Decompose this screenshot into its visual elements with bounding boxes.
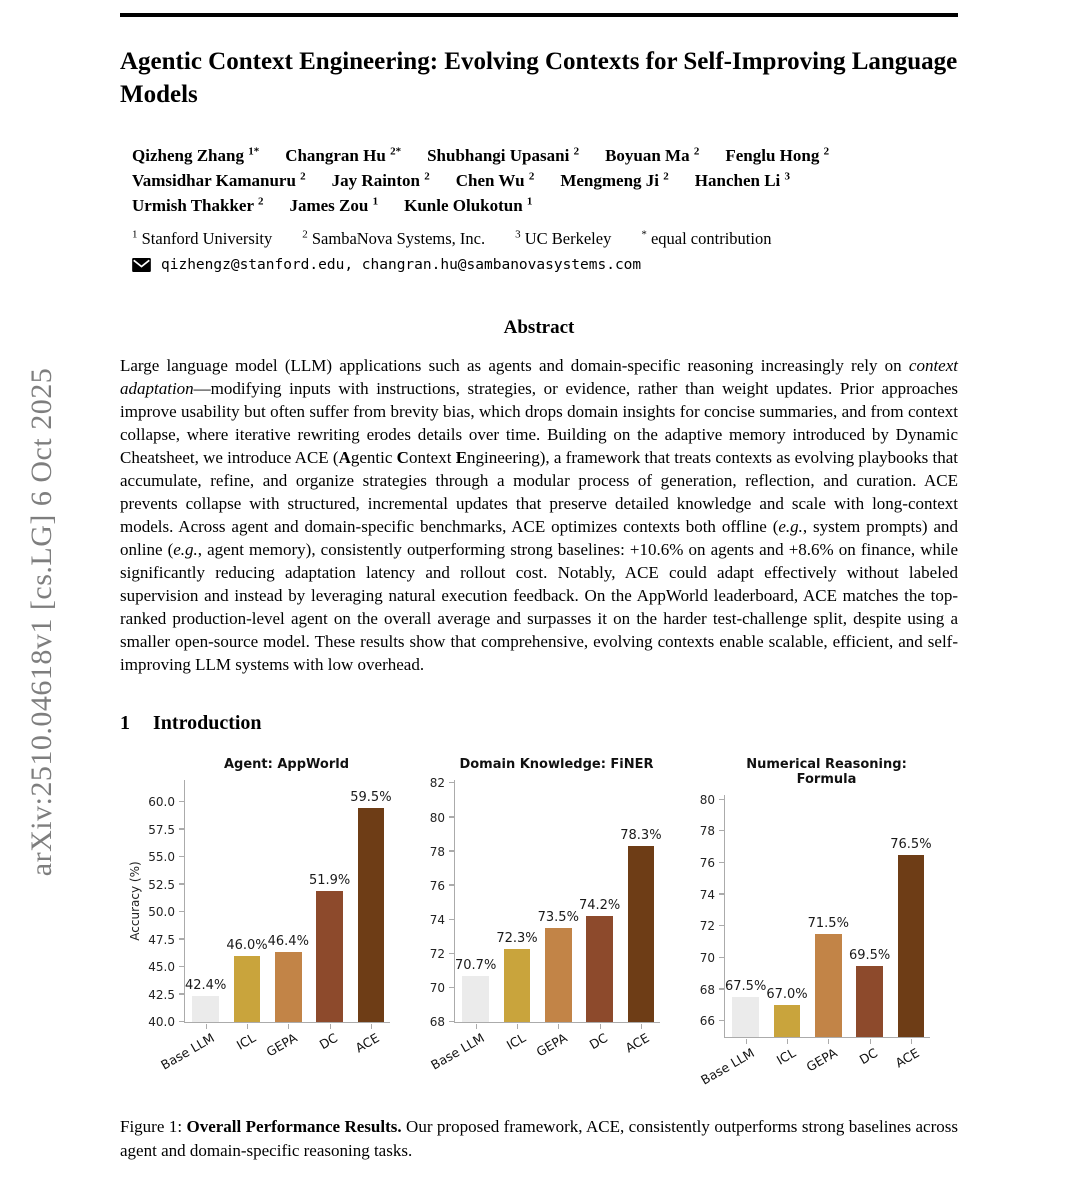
author-affil-mark: 2 — [300, 170, 306, 183]
top-rule — [120, 13, 958, 17]
x-tick-label: ICL — [503, 1030, 529, 1053]
y-tick-label: 57.5 — [148, 822, 175, 837]
bar-gepa — [815, 934, 841, 1037]
text-run: , agent memory), consistently outperforming strong baselines: +10.6% on agents and +8.6% on finance, while significantly reducing adaptation latency and rollout cost. Notably, ACE could adapt effectively without labeled supervision and instead by leveraging natural execution feedback. On the AppWorld leaderboard, ACE matches the top-ranked production-level agent on the overall average and surpasses it on the harder test-challenge split, despite using a smaller open-source model. These results show that comprehensive, evolving contexts enable scalable, efficient, and self-improving LLM systems with low overhead. — [120, 540, 958, 674]
text-run: Figure 1: — [120, 1117, 187, 1136]
author-name: Vamsidhar Kamanuru $^2$ — [132, 170, 306, 190]
author-row — [132, 168, 958, 193]
x-label-cell — [428, 1028, 495, 1078]
bar-value-label: 72.3% — [496, 930, 538, 946]
figure-caption — [120, 1115, 958, 1163]
bar-slot-icl — [226, 780, 267, 1022]
y-tick-label: 55.0 — [148, 850, 175, 864]
x-tick-label: ACE — [352, 1030, 382, 1056]
y-tick-label: 52.5 — [148, 877, 175, 892]
author-affil-mark: 2 — [823, 145, 830, 158]
author-affil-mark: 3 — [784, 170, 791, 183]
y-tick-label: 74 — [699, 887, 715, 902]
bar-value-label: 74.2% — [578, 898, 621, 914]
author-name: Jay Rainton $^2$ — [331, 170, 430, 190]
chart-panel-2 — [414, 757, 660, 1093]
y-axis — [684, 792, 724, 1037]
author-affil-mark: 2 — [528, 170, 535, 183]
affiliation-item: * equal contribution — [641, 228, 772, 248]
chart-body — [684, 792, 932, 1037]
bar-dc — [586, 916, 612, 1022]
x-label-cell — [225, 1028, 266, 1078]
author-list — [132, 143, 958, 218]
author-name: Boyuan Ma $^2$ — [605, 145, 700, 165]
bar-slot-gepa — [538, 780, 579, 1022]
bar-gepa — [275, 952, 301, 1022]
text-run: Our proposed framework, ACE, consistently outperforms strong baselines across agent and domain-specific reasoning tasks. — [120, 1117, 958, 1160]
text-run: gentic — [350, 448, 397, 467]
bar-value-label: 51.9% — [308, 873, 351, 889]
author-name: Hanchen Li $^3$ — [694, 170, 791, 190]
y-tick-label: 82 — [429, 776, 445, 791]
abstract-text — [120, 354, 958, 676]
author-name: James Zou $^1$ — [289, 195, 379, 215]
bar-slot-icl — [496, 780, 537, 1022]
y-tick-label: 68 — [429, 1015, 445, 1029]
x-tick-label: Base LLM — [158, 1030, 218, 1073]
author-name: Qizheng Zhang $^{1*}$ — [132, 145, 260, 165]
text-run: context adaptation — [120, 356, 958, 398]
text-run: Large language model (LLM) applications such as agents and domain-specific reasoning increasingly rely on — [120, 356, 909, 375]
y-tick-label: 42.5 — [148, 987, 175, 1002]
y-tick-label: 45.0 — [148, 960, 175, 974]
affiliation-mark: 1 — [132, 228, 138, 241]
y-tick-label: 60.0 — [148, 795, 175, 809]
x-axis-labels — [158, 1028, 389, 1078]
x-label-cell — [307, 1028, 348, 1078]
abstract-heading: Abstract — [503, 317, 575, 338]
x-tick-label: Base LLM — [428, 1030, 488, 1073]
bar-value-label: 46.0% — [226, 938, 268, 953]
y-tick-label: 80 — [429, 810, 445, 825]
y-tick-label: 50.0 — [148, 905, 175, 919]
text-run: C — [396, 448, 409, 467]
bar-value-label: 46.4% — [267, 933, 309, 949]
bar-value-label: 42.4% — [185, 977, 227, 993]
bar-icl — [504, 949, 530, 1022]
arxiv-sidebar-stamp: arXiv:2510.04618v1 [cs.LG] 6 Oct 2025 — [25, 367, 58, 877]
text-run: ngineering), a framework that treats contexts as evolving playbooks that accumulate, refine, and organize strategies through a modular process of generation, reflection, and curation. ACE prevents collapse with structured, incremental updates that preserve detailed knowledge and scale with long-context models. Across agent and domain-specific benchmarks, ACE optimizes contexts both offline ( — [120, 448, 958, 536]
y-axis — [144, 780, 184, 1029]
bar-base-llm — [462, 976, 488, 1022]
bar-slot-ace — [890, 795, 931, 1037]
y-axis — [414, 776, 454, 1029]
chart-panel-1 — [126, 757, 390, 1093]
author-name: Shubhangi Upasani $^2$ — [427, 145, 580, 165]
bar-icl — [234, 956, 260, 1022]
x-tick-label: Base LLM — [698, 1045, 758, 1088]
x-axis-labels — [428, 1028, 659, 1078]
y-tick-label: 80 — [699, 792, 715, 807]
bar-value-label: 59.5% — [350, 789, 392, 805]
bar-slot-dc — [579, 780, 620, 1022]
text-run: ontext — [408, 448, 456, 467]
text-run: —modifying inputs with instructions, strategies, or evidence, rather than weight updates. Prior approaches improve usability but often suffer from brevity bias, which drops domain insights for concise summaries, and from context collapse, where iterative rewriting erodes details over time. Building on the adaptive memory introduced by Dynamic Cheatsheet, we introduce ACE ( — [120, 379, 958, 467]
x-label-cell — [847, 1043, 888, 1093]
paper-title: Agentic Context Engineering: Evolving Contexts for Self-Improving Language Models — [120, 48, 958, 108]
text-run: A — [338, 448, 351, 467]
y-tick-label: 66 — [699, 1014, 715, 1029]
envelope-icon — [132, 258, 151, 272]
x-tick-label: GEPA — [533, 1030, 570, 1060]
section-heading — [120, 712, 958, 735]
y-tick-label: 70 — [429, 980, 445, 995]
bar-slot-dc — [309, 780, 350, 1022]
author-affil-mark: 2 — [693, 145, 700, 158]
bar-icl — [774, 1005, 800, 1037]
author-affil-mark: 2 — [573, 145, 580, 158]
author-affil-mark: 2 — [663, 170, 669, 183]
bar-base-llm — [732, 997, 758, 1037]
y-axis-label: Accuracy (%) — [128, 861, 142, 941]
bar-slot-base-llm — [455, 780, 496, 1022]
author-name: Kunle Olukotun $^1$ — [404, 195, 533, 215]
bar-value-label: 69.5% — [848, 947, 891, 963]
y-tick-label: 76 — [699, 856, 715, 871]
bar-slot-ace — [350, 780, 391, 1022]
bar-dc — [856, 966, 882, 1037]
text-run: e.g. — [778, 517, 803, 536]
chart-body — [126, 780, 392, 1029]
bar-value-label: 67.0% — [766, 987, 808, 1003]
bar-ace — [358, 808, 384, 1023]
y-tick-label: 78 — [429, 844, 445, 859]
x-label-cell — [698, 1043, 765, 1093]
affiliation-mark: 2 — [302, 228, 308, 241]
plot-area — [724, 795, 930, 1038]
x-tick-label: DC — [586, 1030, 611, 1053]
bar-value-label: 78.3% — [620, 828, 662, 844]
y-axis-label-column — [126, 780, 144, 1022]
author-affil-mark: 1 — [372, 195, 379, 208]
y-tick-label: 70 — [699, 950, 715, 965]
plot-area — [184, 780, 390, 1023]
author-name: Fenglu Hong $^2$ — [725, 145, 830, 165]
affiliation-list — [132, 229, 958, 249]
author-row — [132, 143, 958, 168]
author-name: Mengmeng Ji $^2$ — [560, 170, 669, 190]
y-tick-label: 47.5 — [148, 932, 175, 947]
plot-area — [454, 780, 660, 1023]
text-run: E — [455, 448, 468, 467]
chart-title: Numerical Reasoning: Formula — [746, 757, 907, 787]
author-affil-mark: 2* — [390, 145, 402, 158]
x-label-cell — [618, 1028, 659, 1078]
y-tick-label: 78 — [699, 824, 715, 839]
bar-value-label: 71.5% — [807, 916, 849, 932]
section-number: 1 — [120, 712, 130, 734]
bar-slot-base-llm — [725, 795, 766, 1037]
x-tick-label: DC — [316, 1030, 341, 1053]
x-tick-label: DC — [856, 1045, 881, 1068]
author-affil-mark: 1 — [526, 195, 533, 208]
y-tick-label: 72 — [699, 919, 715, 934]
x-label-cell — [263, 1028, 307, 1078]
chart-body — [414, 776, 662, 1029]
affiliation-mark: * — [641, 228, 647, 241]
bar-base-llm — [192, 996, 218, 1022]
text-run: e.g. — [173, 540, 198, 559]
bar-ace — [898, 855, 924, 1037]
x-tick-label: ACE — [892, 1045, 922, 1071]
bar-value-label: 70.7% — [455, 958, 497, 973]
x-tick-label: GEPA — [263, 1030, 300, 1060]
bar-slot-base-llm — [185, 780, 226, 1022]
author-name: Chen Wu $^2$ — [455, 170, 535, 190]
bar-gepa — [545, 928, 571, 1022]
author-affil-mark: 2 — [257, 195, 264, 208]
x-tick-label: GEPA — [803, 1045, 840, 1075]
section-title: Introduction — [153, 712, 262, 734]
chart-title: Domain Knowledge: FiNER — [459, 757, 654, 772]
paper-page — [120, 0, 958, 1180]
x-tick-label: ACE — [622, 1030, 652, 1056]
affiliation-item: $^3$ UC Berkeley — [515, 228, 612, 248]
figure-charts — [126, 757, 958, 1093]
x-label-cell — [765, 1043, 806, 1093]
y-tick-label: 76 — [429, 878, 445, 893]
email-row — [132, 257, 958, 273]
bar-ace — [628, 846, 654, 1022]
affiliation-item: $^2$ SambaNova Systems, Inc. — [302, 228, 486, 248]
y-tick-label: 72 — [429, 946, 445, 961]
bar-slot-gepa — [808, 795, 849, 1037]
affiliation-item: $^1$ Stanford University — [132, 228, 273, 248]
x-tick-label: ICL — [233, 1030, 259, 1053]
author-name: Changran Hu $^{2*}$ — [285, 145, 402, 165]
x-label-cell — [888, 1043, 929, 1093]
x-label-cell — [533, 1028, 577, 1078]
x-label-cell — [348, 1028, 389, 1078]
bar-value-label: 73.5% — [537, 910, 579, 926]
bar-slot-gepa — [268, 780, 309, 1022]
chart-panel-3 — [684, 757, 930, 1093]
y-tick-label: 40.0 — [148, 1015, 175, 1029]
bar-slot-dc — [849, 795, 890, 1037]
author-row — [132, 193, 958, 218]
text-run: , system prompts) and online ( — [120, 517, 958, 559]
x-label-cell — [158, 1028, 225, 1078]
bar-dc — [316, 891, 342, 1022]
x-label-cell — [577, 1028, 618, 1078]
bar-slot-ace — [620, 780, 661, 1022]
y-tick-label: 68 — [699, 982, 715, 997]
x-label-cell — [495, 1028, 536, 1078]
bar-value-label: 67.5% — [725, 979, 767, 995]
x-label-cell — [803, 1043, 847, 1093]
x-tick-label: ICL — [773, 1045, 799, 1068]
chart-title: Agent: AppWorld — [223, 757, 350, 772]
author-emails: qizhengz@stanford.edu, changran.hu@sambanovasystems.com — [161, 257, 642, 273]
x-axis-labels — [698, 1043, 929, 1093]
author-affil-mark: 1* — [248, 145, 260, 158]
text-run: Overall Performance Results. — [186, 1117, 402, 1136]
author-name: Urmish Thakker $^2$ — [132, 195, 264, 215]
affiliation-mark: 3 — [515, 228, 521, 241]
bar-value-label: 76.5% — [890, 837, 932, 853]
bar-slot-icl — [766, 795, 807, 1037]
author-affil-mark: 2 — [424, 170, 430, 183]
y-tick-label: 74 — [429, 912, 445, 927]
